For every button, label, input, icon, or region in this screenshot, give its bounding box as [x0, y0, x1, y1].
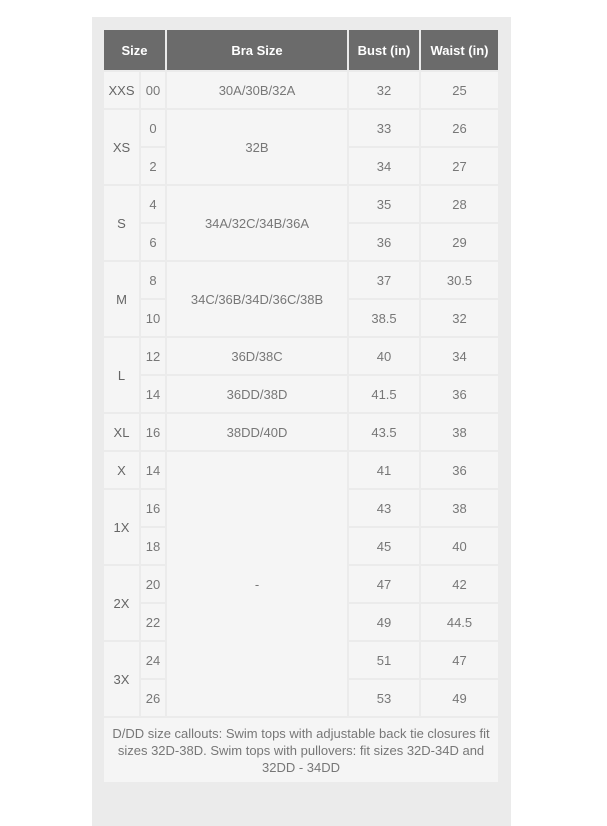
- size-number: 2: [140, 147, 166, 185]
- table-row: [103, 413, 499, 451]
- table-row: [103, 261, 499, 299]
- bra-size: 34A/32C/34B/36A: [166, 185, 348, 261]
- header-bra-size: Bra Size: [166, 29, 348, 71]
- bust-value: 41.5: [348, 375, 420, 413]
- bust-value: 33: [348, 109, 420, 147]
- waist-value: 32: [420, 299, 499, 337]
- bust-value: 41: [348, 451, 420, 489]
- waist-value: 49: [420, 679, 499, 717]
- size-number: 18: [140, 527, 166, 565]
- size-label: S: [103, 185, 140, 261]
- table-row: [103, 71, 499, 109]
- bra-size: 34C/36B/34D/36C/38B: [166, 261, 348, 337]
- bust-value: 43.5: [348, 413, 420, 451]
- size-number: 14: [140, 451, 166, 489]
- waist-value: 40: [420, 527, 499, 565]
- bra-size: 38DD/40D: [166, 413, 348, 451]
- bra-size: 36DD/38D: [166, 375, 348, 413]
- bra-size: 30A/30B/32A: [166, 71, 348, 109]
- size-label: 2X: [103, 565, 140, 641]
- size-number: 10: [140, 299, 166, 337]
- size-number: 26: [140, 679, 166, 717]
- size-label: XL: [103, 413, 140, 451]
- size-number: 22: [140, 603, 166, 641]
- size-label: 3X: [103, 641, 140, 717]
- size-label: L: [103, 337, 140, 413]
- size-number: 4: [140, 185, 166, 223]
- waist-value: 38: [420, 489, 499, 527]
- bra-size: 36D/38C: [166, 337, 348, 375]
- waist-value: 29: [420, 223, 499, 261]
- waist-value: 26: [420, 109, 499, 147]
- waist-value: 27: [420, 147, 499, 185]
- size-number: 12: [140, 337, 166, 375]
- table-row: [103, 337, 499, 375]
- bra-size: -: [166, 451, 348, 717]
- waist-value: 47: [420, 641, 499, 679]
- bust-value: 45: [348, 527, 420, 565]
- header-size: Size: [103, 29, 166, 71]
- waist-value: 36: [420, 451, 499, 489]
- bust-value: 38.5: [348, 299, 420, 337]
- bust-value: 51: [348, 641, 420, 679]
- size-number: 14: [140, 375, 166, 413]
- size-number: 0: [140, 109, 166, 147]
- bust-value: 32: [348, 71, 420, 109]
- size-number: 20: [140, 565, 166, 603]
- size-number: 8: [140, 261, 166, 299]
- size-label: M: [103, 261, 140, 337]
- waist-value: 34: [420, 337, 499, 375]
- header-bust: Bust (in): [348, 29, 420, 71]
- size-label: X: [103, 451, 140, 489]
- bust-value: 34: [348, 147, 420, 185]
- size-label: 1X: [103, 489, 140, 565]
- header-waist: Waist (in): [420, 29, 499, 71]
- header-row: [103, 29, 499, 71]
- waist-value: 36: [420, 375, 499, 413]
- waist-value: 28: [420, 185, 499, 223]
- size-label: XS: [103, 109, 140, 185]
- size-number: 24: [140, 641, 166, 679]
- size-number: 16: [140, 489, 166, 527]
- size-chart-table: [102, 28, 500, 784]
- bust-value: 36: [348, 223, 420, 261]
- bust-value: 43: [348, 489, 420, 527]
- waist-value: 42: [420, 565, 499, 603]
- bust-value: 35: [348, 185, 420, 223]
- waist-value: 25: [420, 71, 499, 109]
- bra-size: 32B: [166, 109, 348, 185]
- size-number: 16: [140, 413, 166, 451]
- table-row: [103, 375, 499, 413]
- bust-value: 37: [348, 261, 420, 299]
- footnote-row: [103, 717, 499, 783]
- table-row: [103, 185, 499, 223]
- bust-value: 53: [348, 679, 420, 717]
- table-row: [103, 451, 499, 489]
- size-number: 00: [140, 71, 166, 109]
- waist-value: 44.5: [420, 603, 499, 641]
- waist-value: 30.5: [420, 261, 499, 299]
- bust-value: 49: [348, 603, 420, 641]
- size-number: 6: [140, 223, 166, 261]
- table-row: [103, 109, 499, 147]
- bust-value: 40: [348, 337, 420, 375]
- bust-value: 47: [348, 565, 420, 603]
- waist-value: 38: [420, 413, 499, 451]
- footnote: D/DD size callouts: Swim tops with adjustable back tie closures fit sizes 32D-38D. Swim tops with pullovers: fit sizes 32D-34D and 32DD - 34DD: [103, 717, 499, 783]
- size-label: XXS: [103, 71, 140, 109]
